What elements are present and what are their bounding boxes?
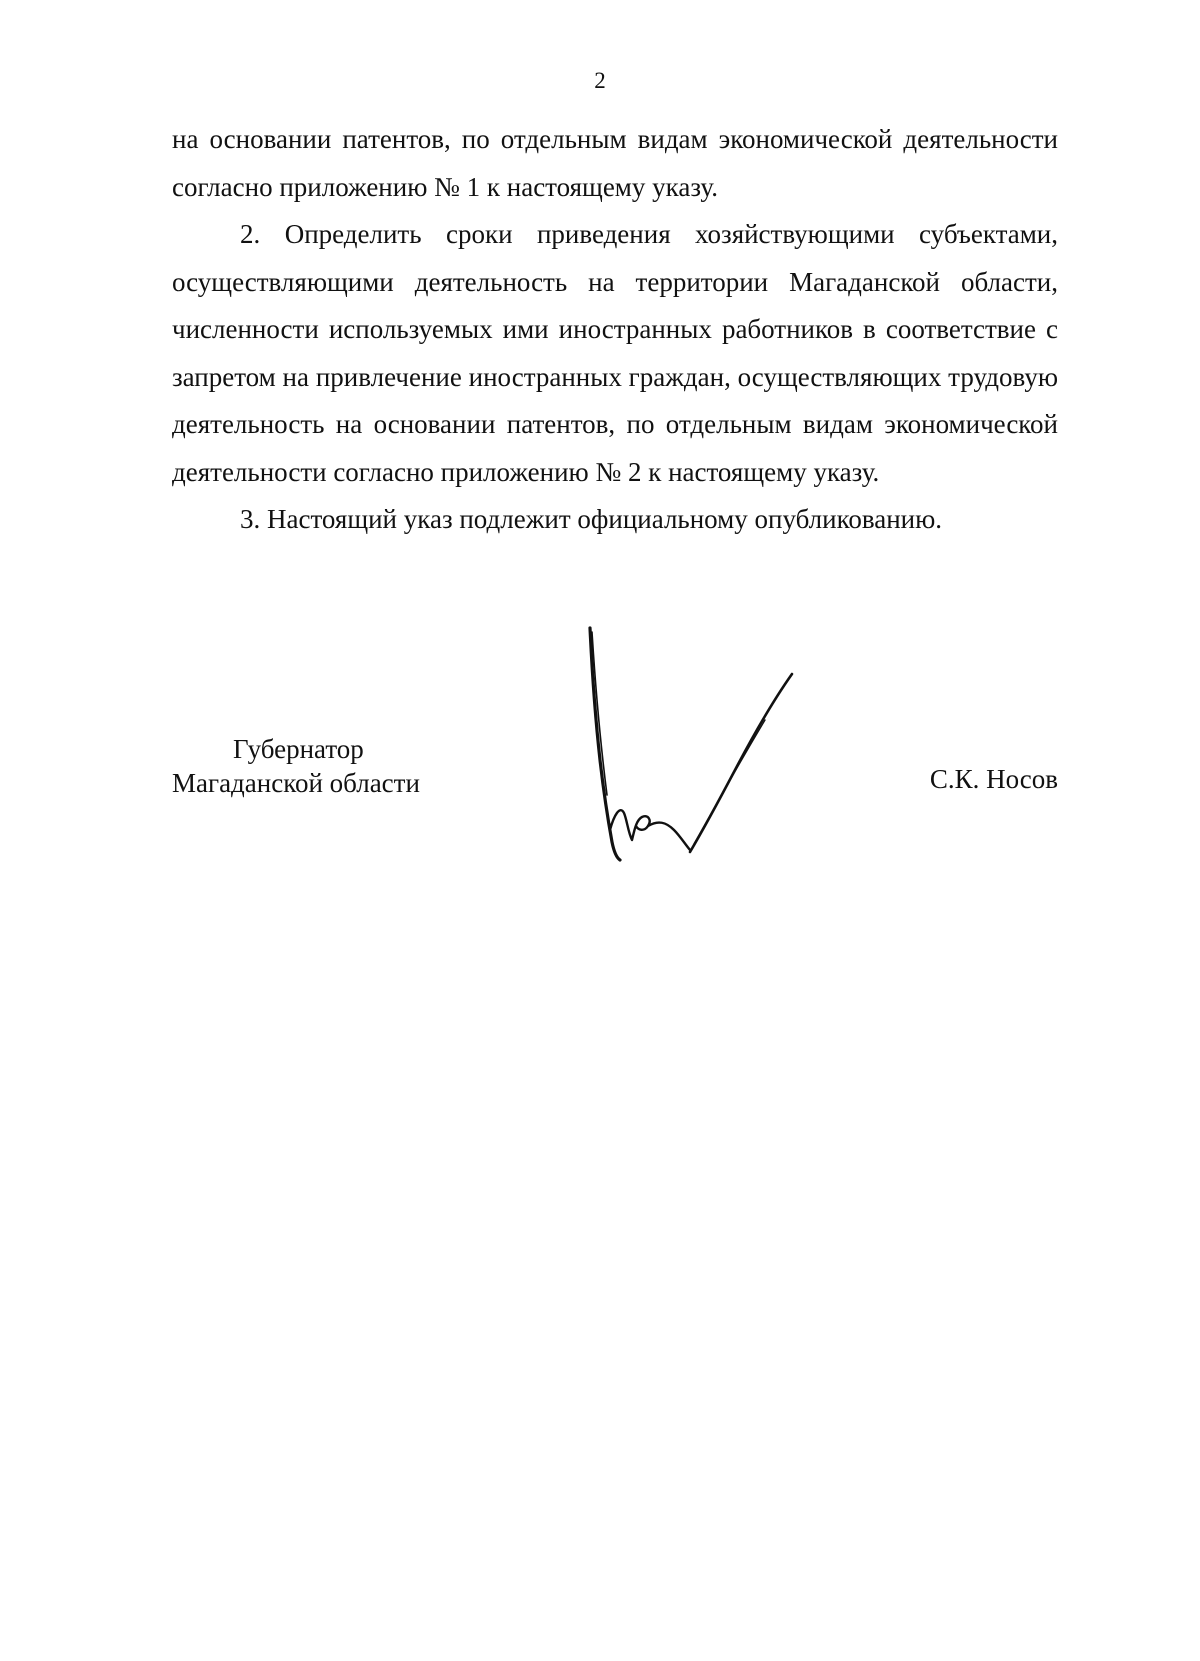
handwritten-signature (570, 620, 830, 880)
page-number: 2 (594, 68, 606, 93)
paragraph-item-2: 2. Определить сроки приведения хозяйствующими субъектами, осуществляющими деятельность на территории Магаданской области, численности используемых ими иностранных работников в соответствие с запретом на привлечение иностранных граждан, осуществляющих трудовую деятельность на основании патентов, по отдельным видам экономической деятельности согласно приложению № 2 к настоящему указу. (172, 219, 1058, 487)
paragraph-item-3: 3. Настоящий указ подлежит официальному опубликованию. (240, 504, 943, 534)
paragraph-continuation: на основании патентов, по отдельным видам экономической деятельности согласно приложению № 1 к настоящему указу. (172, 124, 1058, 202)
signer-name: С.К. Носов (929, 764, 1058, 794)
signer-title-line-1: Губернатор (233, 734, 364, 764)
document-body (172, 116, 1058, 544)
signer-title-line-2: Магаданской области (172, 768, 420, 798)
